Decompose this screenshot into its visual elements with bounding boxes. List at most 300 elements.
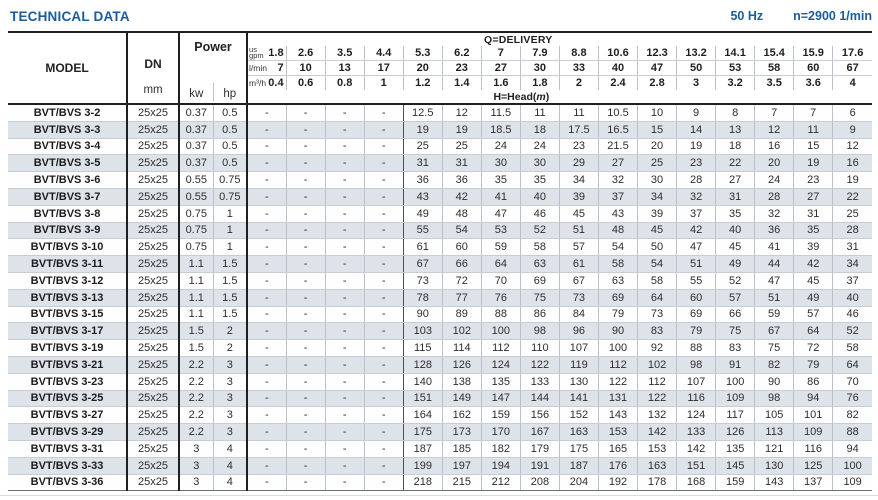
model-cell: BVT/BVS 3-8 — [8, 205, 127, 222]
head-cell: 54 — [442, 222, 481, 239]
hp-cell: 1 — [213, 222, 247, 239]
head-cell: - — [247, 390, 286, 407]
delivery-m3h-value: 3.2 — [716, 76, 755, 91]
head-cell: 31 — [794, 205, 833, 222]
head-cell: - — [364, 424, 403, 441]
head-cell: - — [364, 356, 403, 373]
head-cell: - — [286, 155, 325, 172]
head-cell: 100 — [716, 373, 755, 390]
delivery-m3h-value: 1.2 — [403, 76, 442, 91]
hp-cell: 1.5 — [213, 306, 247, 323]
head-cell: 144 — [520, 390, 559, 407]
head-cell: 107 — [677, 373, 716, 390]
hp-cell: 3 — [213, 356, 247, 373]
kw-cell: 0.75 — [179, 205, 213, 222]
head-cell: 191 — [520, 457, 559, 474]
model-cell: BVT/BVS 3-23 — [8, 373, 127, 390]
head-cell: 112 — [598, 356, 637, 373]
head-cell: 110 — [520, 340, 559, 357]
head-cell: 57 — [559, 239, 598, 256]
head-cell: 163 — [559, 424, 598, 441]
head-cell: 46 — [520, 205, 559, 222]
head-cell: 88 — [481, 306, 520, 323]
head-cell: 137 — [794, 474, 833, 491]
head-cell: 37 — [598, 188, 637, 205]
head-cell: - — [325, 457, 364, 474]
head-cell: - — [286, 323, 325, 340]
head-cell: 24 — [481, 138, 520, 155]
table-row — [8, 172, 872, 189]
head-cell: 48 — [598, 222, 637, 239]
head-cell: 66 — [442, 256, 481, 273]
head-cell: 73 — [559, 289, 598, 306]
head-cell: - — [286, 289, 325, 306]
head-cell: 43 — [598, 205, 637, 222]
model-cell: BVT/BVS 3-21 — [8, 356, 127, 373]
head-cell: 170 — [481, 424, 520, 441]
head-cell: 17.5 — [559, 121, 598, 138]
head-cell: 8 — [716, 104, 755, 121]
head-cell: 162 — [442, 407, 481, 424]
head-cell: 37 — [677, 205, 716, 222]
head-cell: 42 — [442, 188, 481, 205]
head-cell: 32 — [755, 205, 794, 222]
head-cell: 59 — [481, 239, 520, 256]
head-cell: 22 — [833, 188, 872, 205]
unit-gpm-label: us gpm — [249, 46, 264, 60]
table-row — [8, 272, 872, 289]
head-cell: 12 — [442, 104, 481, 121]
dn-cell: 25x25 — [127, 289, 179, 306]
head-cell: 128 — [403, 356, 442, 373]
head-cell: 51 — [755, 289, 794, 306]
head-cell: - — [286, 373, 325, 390]
delivery-gpm-value: 17.6 — [833, 46, 872, 61]
head-cell: - — [364, 172, 403, 189]
head-cell: - — [247, 256, 286, 273]
head-cell: 19 — [833, 172, 872, 189]
head-cell: 70 — [481, 272, 520, 289]
delivery-m3h-value: 0.8 — [325, 76, 364, 91]
delivery-lmin-value: l/min 7 — [247, 61, 286, 76]
head-cell: 48 — [442, 205, 481, 222]
head-cell: 126 — [716, 424, 755, 441]
head-cell: - — [247, 323, 286, 340]
table-row — [8, 205, 872, 222]
model-cell: BVT/BVS 3-3 — [8, 121, 127, 138]
delivery-m3h-value: 2.4 — [598, 76, 637, 91]
head-cell: - — [325, 373, 364, 390]
table-header — [8, 32, 872, 104]
head-cell: 69 — [677, 306, 716, 323]
table-row — [8, 222, 872, 239]
head-cell: 12 — [755, 121, 794, 138]
head-cell: 53 — [481, 222, 520, 239]
model-cell: BVT/BVS 3-27 — [8, 407, 127, 424]
delivery-m3h-value: 2.8 — [638, 76, 677, 91]
head-cell: 25 — [403, 138, 442, 155]
head-cell: - — [247, 474, 286, 491]
head-cell: 88 — [833, 424, 872, 441]
head-cell: 132 — [638, 407, 677, 424]
head-cell: 112 — [638, 373, 677, 390]
head-cell: 94 — [794, 390, 833, 407]
dn-cell: 25x25 — [127, 340, 179, 357]
head-cell: 49 — [716, 256, 755, 273]
dn-cell: 25x25 — [127, 440, 179, 457]
head-cell: 25 — [442, 138, 481, 155]
head-cell: 20 — [755, 155, 794, 172]
head-cell: 122 — [638, 390, 677, 407]
head-cell: 55 — [403, 222, 442, 239]
head-cell: 52 — [833, 323, 872, 340]
delivery-lmin-value: 13 — [325, 61, 364, 76]
head-cell: - — [364, 205, 403, 222]
head-cell: - — [286, 205, 325, 222]
head-cell: 54 — [598, 239, 637, 256]
head-cell: - — [286, 256, 325, 273]
kw-cell: 3 — [179, 474, 213, 491]
model-cell: BVT/BVS 3-13 — [8, 289, 127, 306]
model-cell: BVT/BVS 3-5 — [8, 155, 127, 172]
model-cell: BVT/BVS 3-2 — [8, 104, 127, 121]
model-cell: BVT/BVS 3-12 — [8, 272, 127, 289]
head-cell: - — [247, 424, 286, 441]
delivery-gpm-value: 7.9 — [520, 46, 559, 61]
head-cell: 91 — [716, 356, 755, 373]
head-cell: 15 — [794, 138, 833, 155]
head-cell: 57 — [716, 289, 755, 306]
head-cell: - — [325, 340, 364, 357]
dn-column-header — [127, 32, 179, 104]
dn-label: DN — [144, 56, 162, 71]
head-cell: - — [364, 239, 403, 256]
head-cell: - — [247, 138, 286, 155]
dn-cell: 25x25 — [127, 390, 179, 407]
delivery-gpm-value: 6.2 — [442, 46, 481, 61]
head-cell: 12.5 — [403, 104, 442, 121]
head-cell: 83 — [716, 340, 755, 357]
kw-cell: 1.1 — [179, 306, 213, 323]
head-cell: 176 — [598, 457, 637, 474]
head-cell: 72 — [794, 340, 833, 357]
model-cell: BVT/BVS 3-6 — [8, 172, 127, 189]
head-cell: 19 — [442, 121, 481, 138]
power-column-header — [179, 32, 247, 104]
model-cell: BVT/BVS 3-17 — [8, 323, 127, 340]
head-cell: - — [286, 407, 325, 424]
model-cell: BVT/BVS 3-36 — [8, 474, 127, 491]
hp-cell: 3 — [213, 424, 247, 441]
head-cell: 109 — [716, 390, 755, 407]
head-cell: 49 — [794, 289, 833, 306]
head-cell: 67 — [559, 272, 598, 289]
head-cell: 79 — [794, 356, 833, 373]
model-cell: BVT/BVS 3-7 — [8, 188, 127, 205]
dn-cell: 25x25 — [127, 272, 179, 289]
head-cell: - — [286, 222, 325, 239]
head-cell: 159 — [716, 474, 755, 491]
head-cell: 25 — [833, 205, 872, 222]
head-cell: 153 — [638, 440, 677, 457]
head-cell: 58 — [833, 340, 872, 357]
head-cell: - — [325, 205, 364, 222]
delivery-gpm-value: 12.3 — [638, 46, 677, 61]
model-cell: BVT/BVS 3-31 — [8, 440, 127, 457]
table-row — [8, 121, 872, 138]
table-row — [8, 323, 872, 340]
head-cell: - — [364, 222, 403, 239]
head-cell: 75 — [755, 340, 794, 357]
kw-cell: 1.5 — [179, 323, 213, 340]
head-cell: 133 — [677, 424, 716, 441]
head-cell: 182 — [481, 440, 520, 457]
dn-cell: 25x25 — [127, 172, 179, 189]
head-cell: 90 — [598, 323, 637, 340]
delivery-m3h-value: 1.6 — [481, 76, 520, 91]
head-cell: 6 — [833, 104, 872, 121]
head-cell: - — [325, 323, 364, 340]
head-cell: - — [286, 390, 325, 407]
dn-cell: 25x25 — [127, 155, 179, 172]
head-label-cell — [247, 90, 872, 104]
head-cell: 84 — [559, 306, 598, 323]
kw-cell: 0.55 — [179, 188, 213, 205]
head-cell: 13 — [716, 121, 755, 138]
head-cell: 35 — [481, 172, 520, 189]
head-cell: 138 — [442, 373, 481, 390]
head-cell: 94 — [833, 440, 872, 457]
top-header-bar — [10, 6, 872, 26]
hp-cell: 4 — [213, 440, 247, 457]
table-body — [8, 104, 872, 491]
head-cell: - — [325, 188, 364, 205]
kw-cell: 0.75 — [179, 239, 213, 256]
head-cell: 152 — [559, 407, 598, 424]
kw-cell: 1.1 — [179, 256, 213, 273]
head-cell: 82 — [833, 407, 872, 424]
dn-cell: 25x25 — [127, 474, 179, 491]
head-cell: 51 — [559, 222, 598, 239]
head-cell: - — [325, 390, 364, 407]
head-cell: 83 — [638, 323, 677, 340]
head-cell: 31 — [833, 239, 872, 256]
head-cell: - — [325, 121, 364, 138]
head-cell: 12 — [833, 138, 872, 155]
head-cell: 34 — [833, 256, 872, 273]
head-cell: 187 — [559, 457, 598, 474]
head-cell: 15 — [638, 121, 677, 138]
head-cell: 22 — [716, 155, 755, 172]
head-cell: 30 — [520, 155, 559, 172]
head-cell: 64 — [833, 356, 872, 373]
power-label: Power — [194, 40, 232, 54]
head-cell: 72 — [442, 272, 481, 289]
delivery-gpm-value: 3.5 — [325, 46, 364, 61]
head-cell: 63 — [520, 256, 559, 273]
kw-cell: 2.2 — [179, 424, 213, 441]
head-cell: 70 — [833, 373, 872, 390]
head-cell: 52 — [520, 222, 559, 239]
head-cell: - — [247, 188, 286, 205]
head-cell: 28 — [755, 188, 794, 205]
operating-conditions — [730, 9, 872, 23]
head-cell: - — [325, 138, 364, 155]
head-cell: - — [247, 155, 286, 172]
head-cell: 122 — [520, 356, 559, 373]
head-cell: - — [364, 155, 403, 172]
head-cell: 30 — [638, 172, 677, 189]
hp-cell: 0.5 — [213, 104, 247, 121]
head-cell: - — [364, 121, 403, 138]
head-cell: 18.5 — [481, 121, 520, 138]
delivery-label-row — [8, 32, 872, 46]
head-cell: 23 — [559, 138, 598, 155]
hp-cell: 0.5 — [213, 121, 247, 138]
delivery-lmin-value: 20 — [403, 61, 442, 76]
head-cell: 45 — [794, 272, 833, 289]
head-cell: 35 — [794, 222, 833, 239]
head-cell: 173 — [442, 424, 481, 441]
table-row — [8, 474, 872, 491]
head-cell: 197 — [442, 457, 481, 474]
head-cell: 82 — [755, 356, 794, 373]
head-cell: - — [286, 340, 325, 357]
kw-cell: 0.75 — [179, 222, 213, 239]
table-row — [8, 390, 872, 407]
head-cell: 27 — [716, 172, 755, 189]
dn-cell: 25x25 — [127, 138, 179, 155]
head-cell: 39 — [559, 188, 598, 205]
head-cell: 11 — [520, 104, 559, 121]
delivery-gpm-value: 8.8 — [559, 46, 598, 61]
head-cell: 34 — [559, 172, 598, 189]
head-cell: 64 — [481, 256, 520, 273]
delivery-gpm-value: 15.4 — [755, 46, 794, 61]
kw-cell: 2.2 — [179, 356, 213, 373]
head-cell: 194 — [481, 457, 520, 474]
head-cell: 66 — [716, 306, 755, 323]
head-cell: 55 — [677, 272, 716, 289]
head-cell: - — [247, 239, 286, 256]
head-cell: 46 — [833, 306, 872, 323]
head-cell: 88 — [677, 340, 716, 357]
table-row — [8, 239, 872, 256]
head-cell: - — [247, 457, 286, 474]
hp-cell: 1 — [213, 239, 247, 256]
head-cell: 23 — [677, 155, 716, 172]
kw-cell: 0.55 — [179, 172, 213, 189]
table-row — [8, 440, 872, 457]
head-cell: 124 — [677, 407, 716, 424]
head-cell: 179 — [520, 440, 559, 457]
hp-cell: 1.5 — [213, 289, 247, 306]
head-cell: 130 — [559, 373, 598, 390]
head-cell: 77 — [442, 289, 481, 306]
head-cell: 151 — [403, 390, 442, 407]
head-cell: 117 — [716, 407, 755, 424]
dn-cell: 25x25 — [127, 356, 179, 373]
kw-cell: 0.37 — [179, 155, 213, 172]
head-cell: - — [247, 289, 286, 306]
head-cell: - — [364, 373, 403, 390]
delivery-m3h-value: 1 — [364, 76, 403, 91]
head-cell: 165 — [598, 440, 637, 457]
head-cell: 149 — [442, 390, 481, 407]
head-cell: - — [325, 289, 364, 306]
kw-cell: 0.37 — [179, 138, 213, 155]
head-cell: 69 — [598, 289, 637, 306]
model-cell: BVT/BVS 3-19 — [8, 340, 127, 357]
head-cell: 112 — [481, 340, 520, 357]
head-cell: 45 — [559, 205, 598, 222]
head-cell: 34 — [638, 188, 677, 205]
head-cell: - — [364, 272, 403, 289]
head-cell: 168 — [677, 474, 716, 491]
head-cell: - — [364, 390, 403, 407]
head-cell: 178 — [638, 474, 677, 491]
head-cell: 89 — [442, 306, 481, 323]
delivery-lmin-value: 30 — [520, 61, 559, 76]
head-cell: - — [364, 289, 403, 306]
head-cell: 212 — [481, 474, 520, 491]
head-cell: 67 — [403, 256, 442, 273]
table-row — [8, 407, 872, 424]
head-cell: 47 — [755, 272, 794, 289]
head-cell: 27 — [794, 188, 833, 205]
delivery-gpm-value: us gpm 1.8 — [247, 46, 286, 61]
head-cell: 142 — [638, 424, 677, 441]
head-cell: 125 — [794, 457, 833, 474]
delivery-m3h-value: 4 — [833, 76, 872, 91]
power-hp-unit: hp — [213, 83, 247, 101]
dn-cell: 25x25 — [127, 104, 179, 121]
power-kw-unit: kw — [189, 88, 204, 100]
head-cell: 16 — [755, 138, 794, 155]
delivery-gpm-value: 2.6 — [286, 46, 325, 61]
head-cell: - — [364, 323, 403, 340]
head-cell: 9 — [677, 104, 716, 121]
delivery-gpm-value: 10.6 — [598, 46, 637, 61]
head-cell: - — [286, 188, 325, 205]
head-cell: - — [247, 340, 286, 357]
kw-cell: 2.2 — [179, 390, 213, 407]
head-cell: 43 — [403, 188, 442, 205]
delivery-m3h-value: 3 — [677, 76, 716, 91]
unit-lmin-label: l/min — [249, 63, 267, 73]
head-cell: 131 — [598, 390, 637, 407]
delivery-lmin-value: 33 — [559, 61, 598, 76]
delivery-gpm-value: 13.2 — [677, 46, 716, 61]
head-cell: 49 — [403, 205, 442, 222]
delivery-lmin-value: 50 — [677, 61, 716, 76]
speed-label: n=2900 1/min — [793, 9, 872, 23]
dn-cell: 25x25 — [127, 407, 179, 424]
head-cell: - — [247, 121, 286, 138]
head-cell: - — [325, 474, 364, 491]
head-cell: 102 — [442, 323, 481, 340]
head-cell: - — [286, 121, 325, 138]
delivery-m3h-value: 2 — [559, 76, 598, 91]
dn-cell: 25x25 — [127, 121, 179, 138]
head-cell: 185 — [442, 440, 481, 457]
head-cell: 60 — [442, 239, 481, 256]
head-cell: 67 — [755, 323, 794, 340]
head-cell: 90 — [403, 306, 442, 323]
model-cell: BVT/BVS 3-29 — [8, 424, 127, 441]
head-cell: 92 — [638, 340, 677, 357]
head-cell: 208 — [520, 474, 559, 491]
